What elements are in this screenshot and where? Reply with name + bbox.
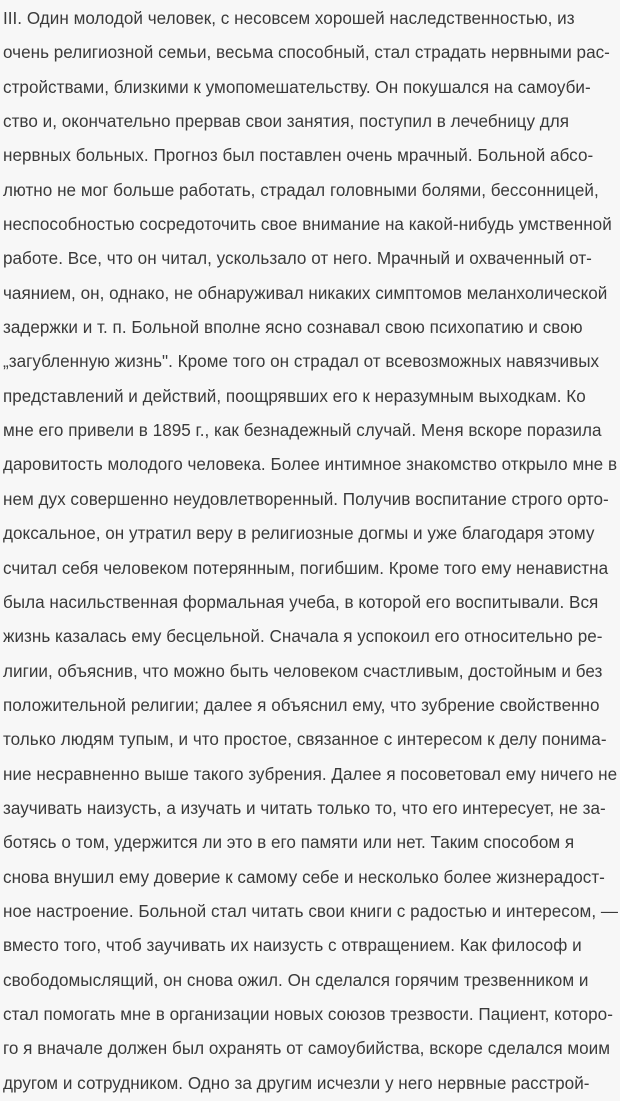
text-line-25: ботясь о том, удержится ли это в его памяти или нет. Таким способом я — [3, 833, 575, 853]
text-line-26: снова внушил ему доверие к самому себе и несколько более жизнерадост- — [3, 867, 605, 887]
text-line-19: жизнь казалась ему бесцельной. Сначала я успокоил его относительно ре- — [3, 627, 603, 647]
text-line-16: доксальное, он утратил веру в религиозные догмы и уже благодаря этому — [3, 524, 595, 544]
text-line-9: чаянием, он, однако, не обнаруживал никаких симптомов меланхолической — [3, 283, 608, 303]
text-line-23: ние несравненно выше такого зубрения. Далее я посоветовал ему ничего не — [3, 764, 618, 784]
text-line-3: стройствами, близкими к умопомешательству. Он покушался на самоуби- — [3, 77, 591, 97]
text-line-17: считал себя человеком потерянным, погибшим. Кроме того ему ненавистна — [3, 558, 609, 578]
text-line-30: стал помогать мне в организации новых союзов трезвости. Пациент, которо- — [3, 1004, 613, 1024]
text-line-21: положительной религии; далее я объяснил ему, что зубрение свойственно — [3, 695, 600, 715]
text-line-27: ное настроение. Больной стал читать свои книги с радостью и интересом, — — [3, 901, 618, 921]
text-line-1: III. Один молодой человек, с несовсем хорошей наследственностью, из — [3, 9, 575, 28]
text-line-2: очень религиозной семьи, весьма способный, стал страдать нервными рас- — [3, 43, 610, 63]
text-line-20: лигии, объяснив, что можно быть человеком счастливым, достойным и без — [3, 661, 603, 681]
text-line-13: мне его привели в 1895 г., как безнадежный случай. Меня вскоре поразила — [3, 421, 602, 441]
text-line-14: даровитость молодого человека. Более интимное знакомство открыло мне в — [3, 455, 618, 475]
text-line-29: свободомыслящий, он снова ожил. Он сделался горячим трезвенником и — [3, 970, 589, 990]
text-line-11: „загубленную жизнь". Кроме того он страдал от всевозможных навязчивых — [3, 352, 600, 372]
text-line-7: неспособностью сосредоточить свое внимание на какой-нибудь умственной — [3, 215, 612, 235]
text-line-22: только людям тупым, и что простое, связанное с интересом к делу понима- — [3, 730, 607, 750]
text-line-24: заучивать наизусть, а изучать и читать только то, что его интересует, не за- — [3, 798, 606, 818]
text-line-32: другом и сотрудником. Одно за другим исчезли у него нервные расстрой- — [3, 1073, 590, 1093]
text-line-28: вместо того, чтоб заучивать их наизусть с отвращением. Как философ и — [3, 936, 582, 956]
text-line-8: работе. Все, что он читал, ускользало от него. Мрачный и охваченный от- — [3, 249, 592, 269]
text-line-12: представлений и действий, поощрявших его к неразумным выходкам. Ко — [3, 386, 586, 406]
text-line-18: была насильственная формальная учеба, в которой его воспитывали. Вся — [3, 592, 599, 612]
text-line-6: лютно не мог больше работать, страдал головными болями, бессонницей, — [3, 180, 599, 200]
text-line-5: нервных больных. Прогноз был поставлен очень мрачный. Больной абсо- — [3, 146, 594, 166]
text-line-31: го я вначале должен был охранять от самоубийства, вскоре сделался моим — [3, 1039, 611, 1059]
text-line-4: ство и, окончательно прервав свои занятия, поступил в лечебницу для — [3, 112, 570, 132]
text-line-10: задержки и т. п. Больной вполне ясно сознавал свою психопатию и свою — [3, 318, 583, 338]
text-line-15: нем дух совершенно неудовлетворенный. Получив воспитание строго орто- — [3, 489, 609, 509]
